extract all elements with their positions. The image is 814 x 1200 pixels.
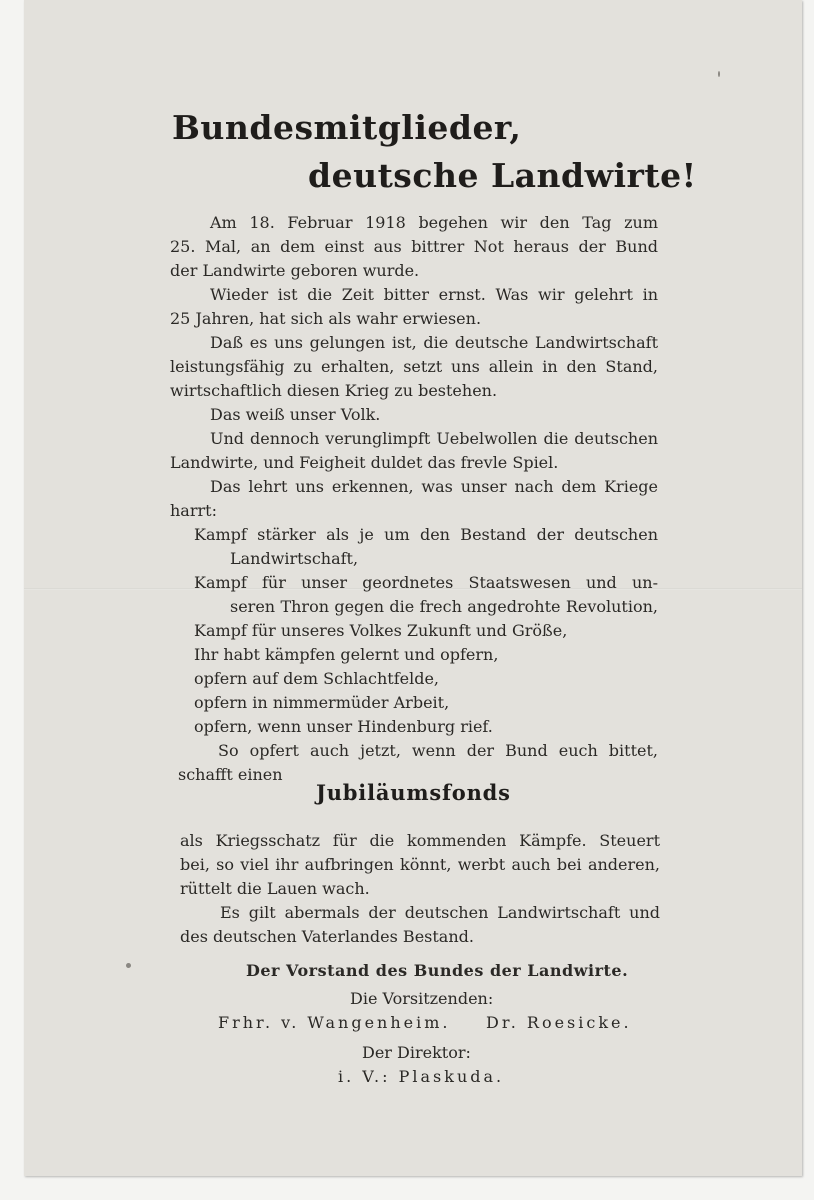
chairs-label: Die Vorsitzenden: bbox=[350, 989, 494, 1008]
body-line: So opfert auch jetzt, wenn der Bund euch bittet, bbox=[218, 741, 658, 760]
body-line: Kampf stärker als je um den Bestand der deutschen bbox=[194, 525, 658, 544]
body-line: Kampf für unser geordnetes Staatswesen und un- bbox=[194, 573, 658, 592]
director-name: i. V.: Plaskuda. bbox=[338, 1067, 505, 1086]
body-line: Wieder ist die Zeit bitter ernst. Was wir gelehrt in bbox=[210, 285, 658, 304]
chair-2: Dr. Roesicke. bbox=[486, 1013, 632, 1032]
body-line: Es gilt abermals der deutschen Landwirtschaft und bbox=[220, 903, 660, 922]
body-line: Landwirtschaft, bbox=[230, 549, 359, 568]
body-line: 25. Mal, an dem einst aus bittrer Not heraus der Bund bbox=[170, 237, 658, 256]
body-line: Ihr habt kämpfen gelernt und opfern, bbox=[194, 645, 499, 664]
paper-speck bbox=[718, 71, 720, 77]
body-line: als Kriegsschatz für die kommenden Kämpfe. Steuert bbox=[180, 831, 660, 850]
chair-1: Frhr. v. Wangenheim. bbox=[218, 1013, 451, 1032]
fund-heading: Jubiläumsfonds bbox=[316, 780, 511, 805]
body-line: Und dennoch verunglimpft Uebelwollen die deutschen bbox=[210, 429, 658, 448]
body-line: wirtschaftlich diesen Krieg zu bestehen. bbox=[170, 381, 498, 400]
title-line-1: Bundesmitglieder, bbox=[172, 108, 522, 147]
body-line: der Landwirte geboren wurde. bbox=[170, 261, 420, 280]
body-line: Landwirte, und Feigheit duldet das frevle Spiel. bbox=[170, 453, 559, 472]
paper-speck bbox=[126, 963, 131, 968]
document-sheet bbox=[24, 0, 802, 1176]
body-line: opfern in nimmermüder Arbeit, bbox=[194, 693, 450, 712]
document-content bbox=[24, 0, 802, 1176]
body-line: des deutschen Vaterlandes Bestand. bbox=[180, 927, 474, 946]
body-line: opfern, wenn unser Hindenburg rief. bbox=[194, 717, 493, 736]
body-line: seren Thron gegen die frech angedrohte Revolution, bbox=[230, 597, 658, 616]
body-line: Kampf für unseres Volkes Zukunft und Größe, bbox=[194, 621, 568, 640]
board-signature: Der Vorstand des Bundes der Landwirte. bbox=[246, 961, 629, 980]
body-line: Am 18. Februar 1918 begehen wir den Tag zum bbox=[210, 213, 658, 232]
body-line: harrt: bbox=[170, 501, 217, 520]
body-line: Das lehrt uns erkennen, was unser nach dem Kriege bbox=[210, 477, 658, 496]
body-line: bei, so viel ihr aufbringen könnt, werbt auch bei anderen, bbox=[180, 855, 660, 874]
body-line: rüttelt die Lauen wach. bbox=[180, 879, 370, 898]
body-line: Daß es uns gelungen ist, die deutsche Landwirtschaft bbox=[210, 333, 658, 352]
body-line: Das weiß unser Volk. bbox=[210, 405, 381, 424]
body-line: schafft einen bbox=[178, 765, 283, 784]
body-line: 25 Jahren, hat sich als wahr erwiesen. bbox=[170, 309, 482, 328]
title-line-2: deutsche Landwirte! bbox=[308, 156, 697, 195]
body-line: leistungsfähig zu erhalten, setzt uns allein in den Stand, bbox=[170, 357, 658, 376]
director-label: Der Direktor: bbox=[362, 1043, 471, 1062]
body-line: opfern auf dem Schlachtfelde, bbox=[194, 669, 440, 688]
